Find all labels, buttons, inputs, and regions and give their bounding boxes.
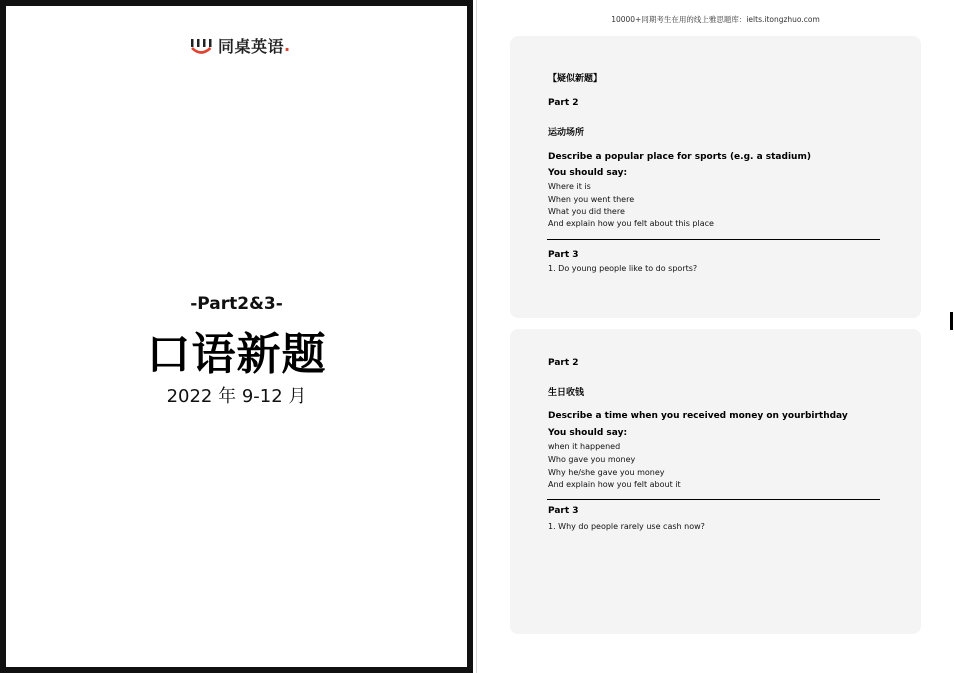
cue-item: when it happened	[548, 442, 621, 451]
topic-title: 生日收钱	[548, 388, 585, 398]
page-header: 10000+同期考生在用的线上雅思题库：ielts.itongzhuo.com	[611, 15, 820, 24]
part2-heading: Part 2	[548, 98, 579, 108]
part3-question: 1. Why do people rarely use cash now?	[548, 522, 705, 531]
part3-heading: Part 3	[548, 250, 579, 260]
question-card-2	[510, 329, 921, 634]
cue-card-prompt: Describe a time when you received money on yourbirthday	[548, 411, 848, 421]
cue-item: Why he/she gave you money	[548, 468, 665, 477]
part2-heading: Part 2	[548, 358, 579, 368]
cue-item: What you did there	[548, 207, 625, 216]
should-say-label: You should say:	[548, 168, 628, 178]
logo-dot: .	[284, 36, 291, 55]
logo-text: 同桌英语	[218, 37, 285, 56]
cue-item: And explain how you felt about it	[548, 480, 681, 489]
cover-date: 2022 年 9-12 月	[166, 386, 307, 407]
should-say-label: You should say:	[548, 428, 628, 438]
cue-item: Where it is	[548, 182, 591, 191]
cue-item: When you went there	[548, 195, 635, 204]
cover-title: 口语新题	[146, 329, 327, 380]
part3-question: 1. Do young people like to do sports?	[548, 264, 698, 273]
section-rule	[547, 499, 880, 500]
cover-page-frame	[0, 0, 473, 673]
part3-heading: Part 3	[548, 506, 579, 516]
topic-title: 运动场所	[548, 128, 585, 138]
cue-card-prompt: Describe a popular place for sports (e.g. a stadium)	[548, 152, 811, 162]
logo-smile-icon	[190, 36, 214, 56]
cover-page	[6, 6, 467, 667]
cue-item: Who gave you money	[548, 455, 636, 464]
question-card-1	[510, 36, 921, 318]
text-cursor	[950, 312, 953, 330]
cue-item: And explain how you felt about this place	[548, 219, 714, 228]
logo	[190, 34, 290, 57]
section-rule	[547, 239, 880, 240]
content-page	[477, 0, 954, 673]
cover-subtitle: -Part2&3-	[190, 294, 283, 314]
new-question-tag: 【疑似新题】	[548, 74, 603, 84]
